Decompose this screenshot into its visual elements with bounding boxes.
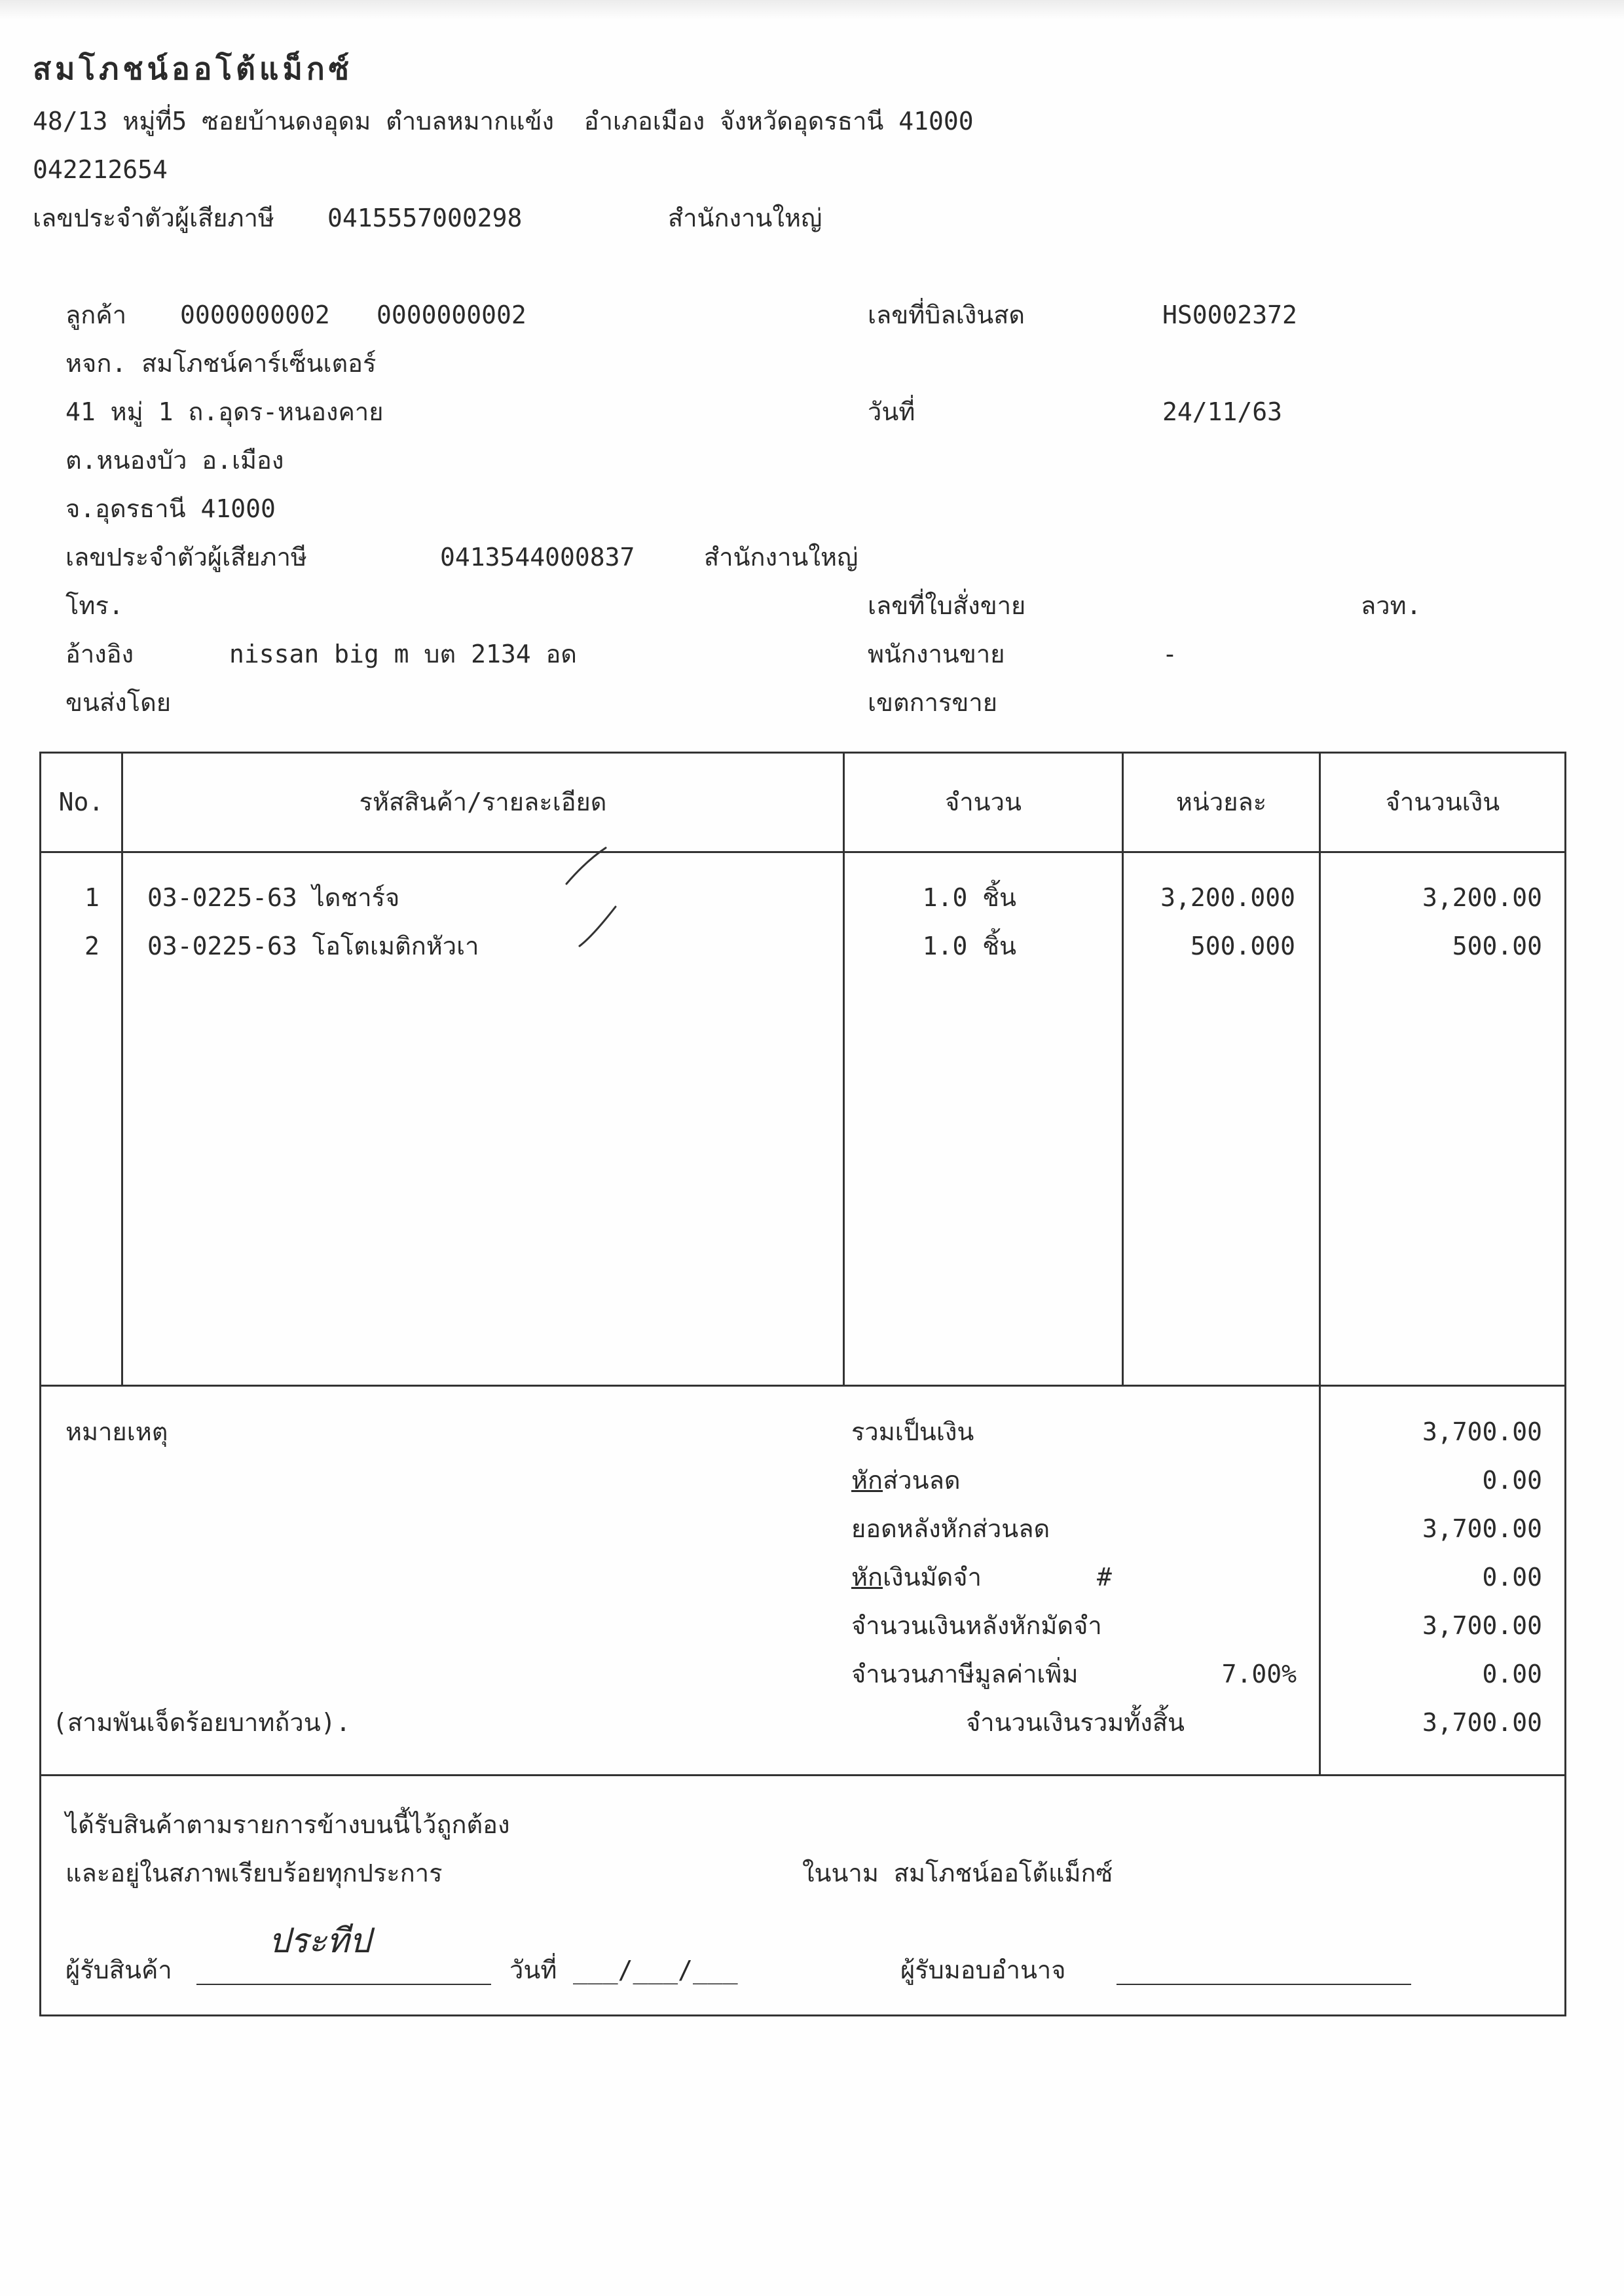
company-phone: 042212654 (33, 155, 168, 184)
row-1-no: 1 (84, 883, 100, 912)
salesperson-value: - (1162, 640, 1177, 668)
sales-order-value: ลวท. (1361, 591, 1422, 620)
handwritten-checkmarks (557, 838, 635, 969)
authorized-signature-line (1116, 1984, 1411, 1985)
after-discount-value: 3,700.00 (1422, 1514, 1542, 1543)
grand-total-label: จำนวนเงินรวมทั้งสิ้น (966, 1708, 1185, 1737)
discount-rest: ส่วนลด (883, 1466, 961, 1495)
row-1-quantity: 1.0 ชิ้น (922, 883, 1016, 912)
subtotal-value: 3,700.00 (1422, 1417, 1542, 1446)
vat-value: 0.00 (1482, 1660, 1542, 1688)
salesperson-label: พนักงานขาย (868, 640, 1005, 668)
receiver-signature: ประทีป (268, 1922, 371, 1961)
row-1-amount: 3,200.00 (1422, 883, 1542, 912)
customer-branch: สำนักงานใหญ่ (704, 543, 858, 572)
table-header-divider (39, 851, 1566, 853)
header-amount: จำนวนเงิน (1385, 788, 1500, 816)
customer-tax-id: 0413544000837 (440, 543, 635, 572)
sales-area-label: เขตการขาย (868, 688, 997, 717)
customer-tax-label: เลขประจำตัวผู้เสียภาษี (65, 543, 307, 572)
vat-label: จำนวนภาษีมูลค่าเพิ่ม (851, 1660, 1079, 1688)
deposit-hash: # (1097, 1563, 1112, 1592)
col-divider-3 (1122, 752, 1124, 1385)
grand-total-value: 3,700.00 (1422, 1708, 1542, 1737)
summary-divider (39, 1774, 1566, 1776)
discount-label (851, 1465, 961, 1495)
deposit-value: 0.00 (1482, 1563, 1542, 1592)
shipping-label: ขนส่งโดย (65, 688, 172, 717)
company-tax-id: 0415557000298 (327, 204, 523, 232)
customer-name: หจก. สมโภชน์คาร์เซ็นเตอร์ (65, 349, 377, 378)
on-behalf-of: ในนาม สมโภชน์ออโต้แม็กซ์ (802, 1859, 1113, 1887)
vat-rate: 7.00% (1221, 1660, 1297, 1688)
subtotal-label: รวมเป็นเงิน (851, 1417, 974, 1446)
reference-value: nissan big m บต 2134 อด (229, 640, 577, 668)
scan-edge (0, 0, 1624, 20)
row-2-unit-price: 500.000 (1190, 932, 1295, 960)
deposit-label (851, 1562, 982, 1592)
customer-label: ลูกค้า (65, 301, 127, 329)
remark-label: หมายเหตุ (65, 1417, 168, 1446)
company-name: สมโภชน์ออโต้แม็กซ์ (33, 51, 353, 86)
row-2-description: 03-0225-63 โอโตเมติกหัวเา (147, 932, 479, 960)
sales-order-label: เลขที่ใบสั่งขาย (868, 591, 1026, 620)
header-no: No. (58, 788, 104, 816)
discount-prefix: หัก (851, 1466, 883, 1495)
header-description: รหัสสินค้า/รายละเอียด (359, 788, 607, 816)
customer-address-2: ต.หนองบัว อ.เมือง (65, 446, 284, 475)
bill-number-label: เลขที่บิลเงินสด (868, 301, 1025, 329)
discount-value: 0.00 (1482, 1466, 1542, 1495)
customer-address-3: จ.อุดรธานี 41000 (65, 494, 276, 523)
receive-date-label: วันที่ (509, 1956, 557, 1984)
reference-label: อ้างอิง (65, 640, 134, 668)
customer-address-1: 41 หมู่ 1 ถ.อุดร-หนองคาย (65, 397, 384, 426)
row-1-description: 03-0225-63 ไดชาร์จ (147, 883, 400, 912)
amount-in-words: (สามพันเจ็ดร้อยบาทถ้วน). (52, 1708, 351, 1737)
col-divider-2 (843, 752, 845, 1385)
row-2-no: 2 (84, 932, 100, 960)
after-deposit-value: 3,700.00 (1422, 1611, 1542, 1640)
after-discount-label: ยอดหลังหักส่วนลด (851, 1514, 1050, 1543)
receiver-label: ผู้รับสินค้า (65, 1956, 172, 1984)
deposit-rest: เงินมัดจำ (883, 1563, 982, 1592)
deposit-prefix: หัก (851, 1563, 883, 1592)
row-1-unit-price: 3,200.000 (1160, 883, 1295, 912)
row-2-amount: 500.00 (1452, 932, 1542, 960)
row-2-quantity: 1.0 ชิ้น (922, 932, 1016, 960)
bill-date-label: วันที่ (868, 397, 915, 426)
bill-number: HS0002372 (1162, 301, 1297, 329)
received-statement-1: ได้รับสินค้าตามรายการข้างบนนี้ไว้ถูกต้อง (65, 1810, 510, 1839)
bill-date: 24/11/63 (1162, 397, 1283, 426)
company-branch: สำนักงานใหญ่ (668, 204, 822, 232)
receive-date-blank: ___/___/___ (573, 1956, 738, 1984)
header-quantity: จำนวน (945, 788, 1022, 816)
authorized-label: ผู้รับมอบอำนาจ (900, 1956, 1066, 1984)
receiver-signature-line (196, 1984, 491, 1985)
company-tax-label: เลขประจำตัวผู้เสียภาษี (33, 204, 274, 232)
table-body-divider (39, 1385, 1566, 1387)
header-unit-price: หน่วยละ (1175, 788, 1267, 816)
col-divider-1 (121, 752, 123, 1385)
after-deposit-label: จำนวนเงินหลังหักมัดจำ (851, 1611, 1102, 1640)
customer-code-1: 0000000002 (180, 301, 330, 329)
company-address: 48/13 หมู่ที่5 ซอยบ้านดงอุดม ตำบลหมากแข้ง อำเภอเมือง จังหวัดอุดรธานี 41000 (33, 107, 974, 136)
customer-code-2: 0000000002 (377, 301, 526, 329)
received-statement-2: และอยู่ในสภาพเรียบร้อยทุกประการ (65, 1859, 443, 1887)
customer-phone-label: โทร. (65, 591, 124, 620)
